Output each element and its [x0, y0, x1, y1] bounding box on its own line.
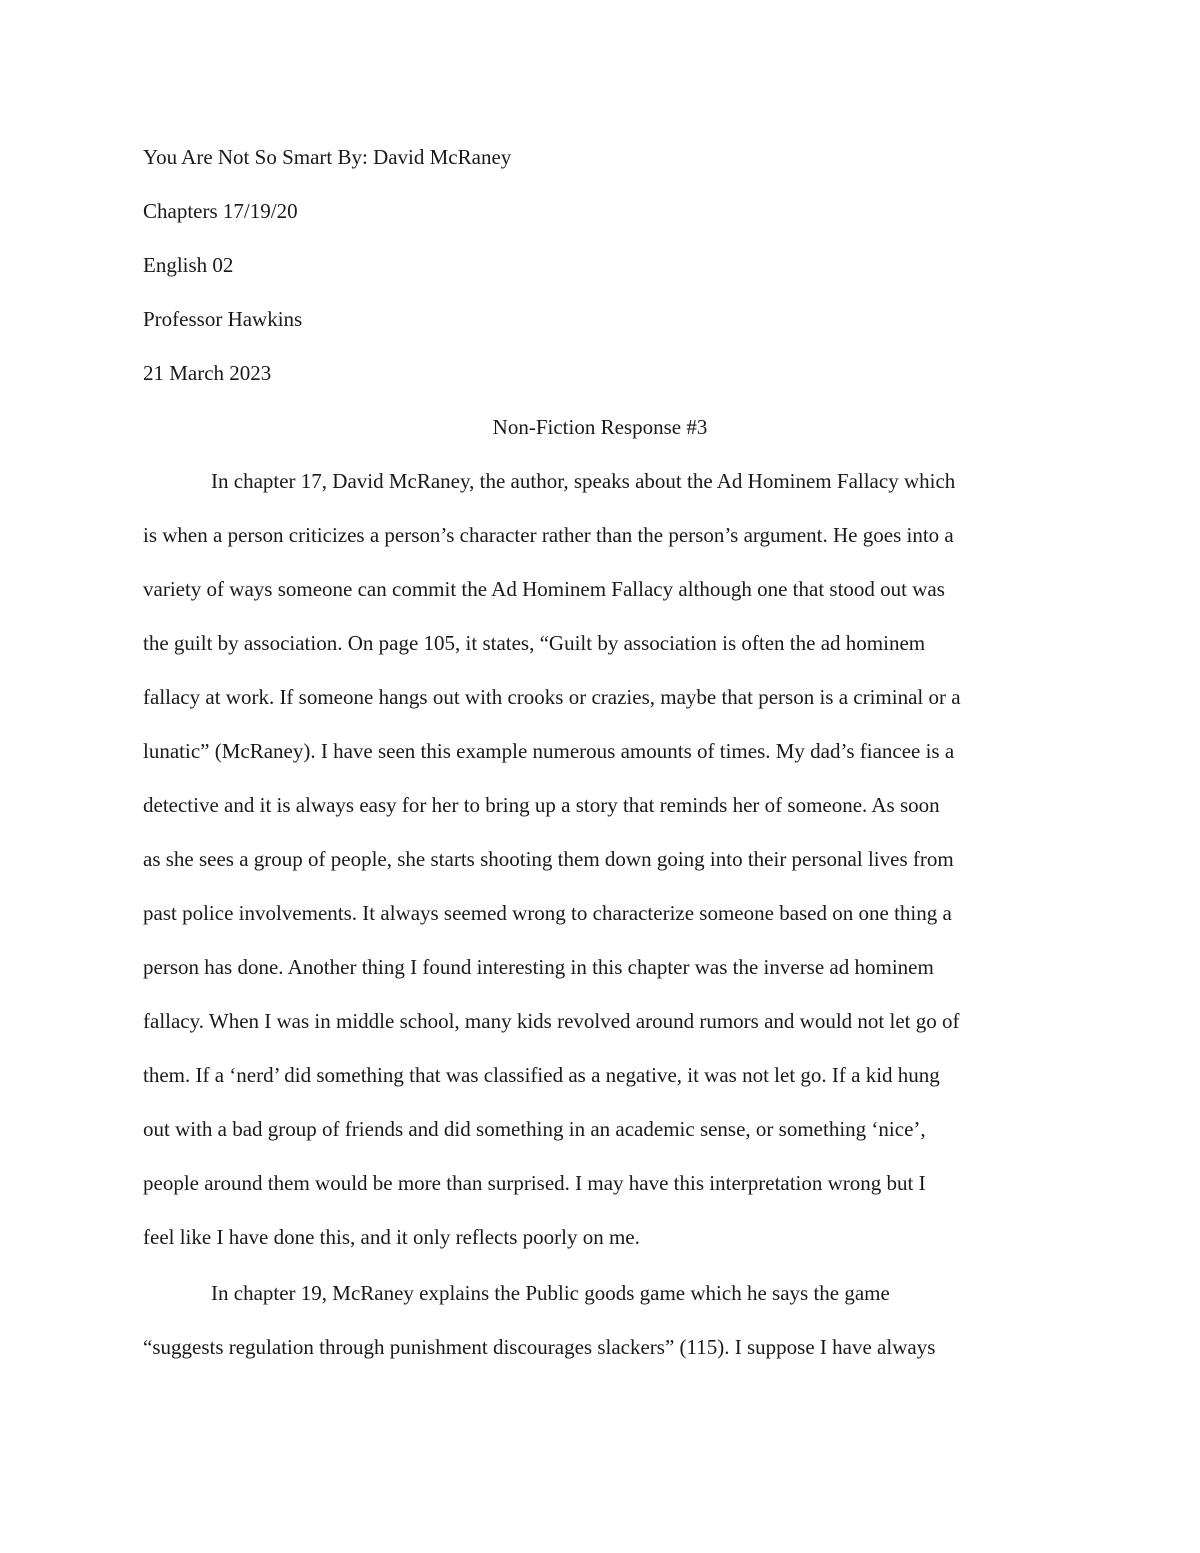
text-line: them. If a ‘nerd’ did something that was classified as a negative, it was not let go. If a kid hung [143, 1063, 940, 1087]
text-line: variety of ways someone can commit the Ad Hominem Fallacy although one that stood out was [143, 577, 945, 601]
text-line: people around them would be more than surprised. I may have this interpretation wrong but I [143, 1171, 926, 1195]
text-line: In chapter 17, David McRaney, the author, speaks about the Ad Hominem Fallacy which [211, 469, 956, 493]
text-line: In chapter 19, McRaney explains the Public goods game which he says the game [211, 1281, 890, 1305]
header-chapters: Chapters 17/19/20 [143, 199, 298, 223]
header-title-line: You Are Not So Smart By: David McRaney [143, 145, 512, 169]
text-line: feel like I have done this, and it only reflects poorly on me. [143, 1225, 640, 1249]
text-line: fallacy. When I was in middle school, many kids revolved around rumors and would not let go of [143, 1009, 960, 1033]
text-line: the guilt by association. On page 105, it states, “Guilt by association is often the ad hominem [143, 631, 926, 655]
text-line: detective and it is always easy for her to bring up a story that reminds her of someone. As soon [143, 793, 940, 817]
text-line: past police involvements. It always seemed wrong to characterize someone based on one thing a [143, 901, 952, 925]
text-line: out with a bad group of friends and did something in an academic sense, or something ‘nice’, [143, 1117, 926, 1141]
header-course: English 02 [143, 253, 234, 277]
text-line: “suggests regulation through punishment discourages slackers” (115). I suppose I have always [143, 1335, 936, 1359]
text-line: person has done. Another thing I found interesting in this chapter was the inverse ad hominem [143, 955, 934, 979]
text-line: as she sees a group of people, she starts shooting them down going into their personal lives from [143, 847, 954, 871]
text-line: fallacy at work. If someone hangs out with crooks or crazies, maybe that person is a criminal or a [143, 685, 961, 709]
header-date: 21 March 2023 [143, 361, 272, 385]
header-professor: Professor Hawkins [143, 307, 303, 331]
essay-title: Non-Fiction Response #3 [492, 415, 708, 439]
text-line: lunatic” (McRaney). I have seen this example numerous amounts of times. My dad’s fiancee is a [143, 739, 955, 763]
text-line: is when a person criticizes a person’s character rather than the person’s argument. He goes into a [143, 523, 954, 547]
